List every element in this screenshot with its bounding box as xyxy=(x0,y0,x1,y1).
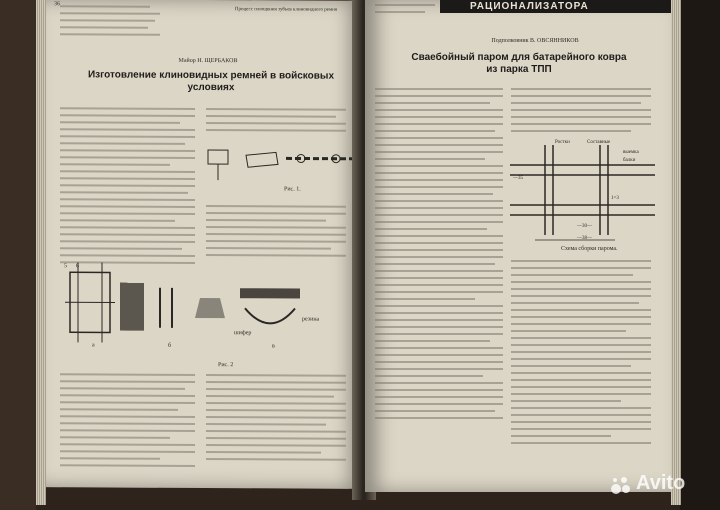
scheme-label-rostki: Ростки xyxy=(555,140,570,145)
left-page xyxy=(46,0,362,489)
title-line-2: из парка ТПП xyxy=(486,64,552,75)
text-column-2-mid xyxy=(206,205,346,262)
dimension-30: —30— xyxy=(577,224,592,229)
title-line-1: Сваебойный паром для батарейного ковра xyxy=(411,52,627,63)
title-line-1: Изготовление клиновидных ремней в войсковых xyxy=(87,69,335,82)
page-number: 36 xyxy=(54,1,60,8)
figure-1-caption: Рис. 1. xyxy=(284,186,301,193)
article-title-left xyxy=(76,69,346,94)
fig2-label-b: б xyxy=(168,342,172,349)
fig2-callout-rezina: резина xyxy=(302,316,320,323)
fig2-label-c: в xyxy=(272,343,275,350)
title-line-2: условиях xyxy=(187,81,235,94)
fig2-callout-6: 6 xyxy=(76,263,79,270)
text-column-1 xyxy=(60,107,195,269)
fig2-label-a: а xyxy=(92,342,95,349)
right-page xyxy=(365,0,671,492)
text-column-2-top xyxy=(206,108,346,137)
text-column-2-bottom xyxy=(206,374,346,466)
scheme-label-sostavnye: Составные xyxy=(587,140,611,145)
text-top-fragment xyxy=(375,4,435,18)
scheme-label-balki: балки xyxy=(623,158,636,163)
figure-2-caption: Рис. 2 xyxy=(218,362,234,369)
dimension-35: —35 xyxy=(513,176,523,181)
right-text-column-2-bottom xyxy=(511,260,651,449)
top-caption: Процесс плющения зубьев клиновидного ремня xyxy=(234,7,338,13)
scheme-label-vyemka: выемка xyxy=(623,150,639,155)
avito-watermark: Avito xyxy=(636,472,686,494)
right-text-column-1 xyxy=(375,88,503,424)
article-title-right xyxy=(379,52,659,76)
text-block-top xyxy=(60,5,160,41)
dimension-38: —38— xyxy=(577,236,592,241)
dimension-1-3: 1=3 xyxy=(611,196,619,201)
page-edges-right xyxy=(671,0,681,505)
fig2-callout-5: 5 xyxy=(64,263,67,270)
text-column-1-bottom xyxy=(60,373,195,472)
scheme-caption: Схема сборки парома. xyxy=(561,246,618,252)
author-left: Майор Н. ЩЕРБАКОВ xyxy=(178,57,238,65)
fig2-callout-shifer: шифер xyxy=(234,330,252,337)
header-band-text: РАЦИОНАЛИЗАТОРА xyxy=(470,1,589,12)
book-cover-right xyxy=(680,0,720,510)
page-edges-left xyxy=(36,0,46,505)
author-right: Подполковник В. ОВСЯННИКОВ xyxy=(491,38,579,44)
right-text-column-2-top xyxy=(511,88,651,137)
avito-logo-icon xyxy=(610,474,632,496)
figure-1-drawing xyxy=(206,140,356,191)
book-cover-left xyxy=(0,0,36,510)
figure-2-drawing xyxy=(60,257,350,354)
